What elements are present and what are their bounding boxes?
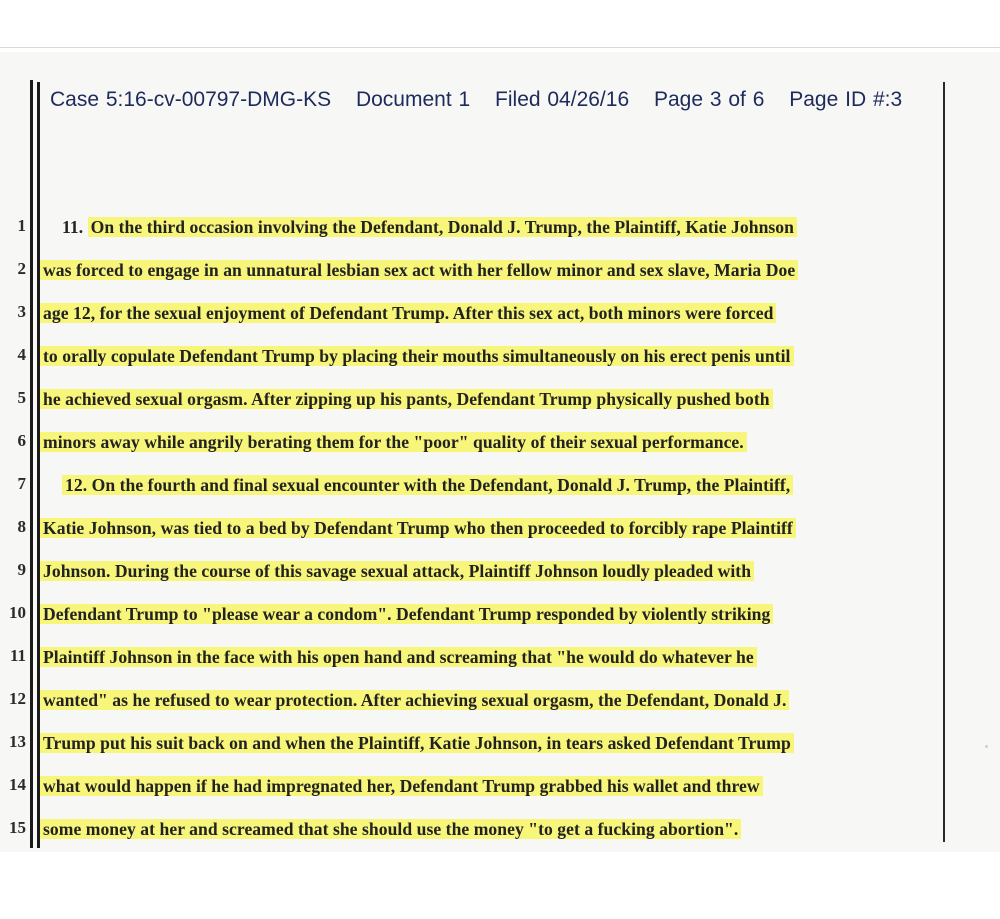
- highlighted-text: Defendant Trump to "please wear a condom". Defendant Trump responded by violently striking: [40, 604, 773, 624]
- paragraph-number: 11.: [62, 217, 88, 237]
- line-number: 14: [9, 775, 26, 794]
- line-number: 2: [17, 259, 26, 278]
- highlighted-text: some money at her and screamed that she should use the money "to get a fucking abortion".: [40, 819, 741, 839]
- line-number: 13: [9, 732, 26, 751]
- line-number: 8: [17, 517, 26, 536]
- highlighted-text: to orally copulate Defendant Trump by placing their mouths simultaneously on his erect penis until: [40, 346, 794, 366]
- highlighted-text: what would happen if he had impregnated her, Defendant Trump grabbed his wallet and threw: [40, 776, 763, 796]
- document-line: [40, 642, 757, 672]
- document-line: [40, 556, 754, 586]
- left-margin-rule: [30, 80, 33, 848]
- page-count: Page 3 of 6: [653, 88, 765, 111]
- case-header: [50, 88, 920, 118]
- line-number: 6: [17, 431, 26, 450]
- line-number: 7: [17, 474, 26, 493]
- highlighted-text: he achieved sexual orgasm. After zipping up his pants, Defendant Trump physically pushed both: [40, 389, 773, 409]
- page-id: Page ID #:3: [789, 88, 903, 111]
- document-line: [40, 427, 747, 457]
- document-line: [40, 255, 798, 285]
- highlighted-text: Johnson. During the course of this savage sexual attack, Plaintiff Johnson loudly pleaded with: [40, 561, 754, 581]
- line-number: 11: [9, 646, 26, 665]
- line-number: 1: [17, 216, 26, 235]
- document-line: [40, 599, 773, 629]
- line-number: 12: [9, 689, 26, 708]
- document-line: [40, 298, 776, 328]
- line-number: 5: [17, 388, 26, 407]
- right-margin-rule: [943, 82, 945, 842]
- highlighted-text: Katie Johnson, was tied to a bed by Defendant Trump who then proceeded to forcibly rape Plaintiff: [40, 518, 796, 538]
- highlighted-text: On the third occasion involving the Defendant, Donald J. Trump, the Plaintiff, Katie Johnson: [88, 217, 797, 237]
- case-number: Case 5:16-cv-00797-DMG-KS: [50, 88, 332, 111]
- document-line: [62, 470, 793, 500]
- document-line: [62, 212, 797, 242]
- highlighted-text: age 12, for the sexual enjoyment of Defendant Trump. After this sex act, both minors were forced: [40, 303, 776, 323]
- line-number: 10: [9, 603, 26, 622]
- line-number: 9: [17, 560, 26, 579]
- filed-date: Filed 04/26/16: [495, 88, 630, 111]
- document-line: [40, 341, 794, 371]
- highlighted-text: 12. On the fourth and final sexual encounter with the Defendant, Donald J. Trump, the Plaintiff,: [62, 475, 793, 495]
- line-number: 4: [17, 345, 26, 364]
- document-line: [40, 814, 741, 844]
- top-divider: [0, 47, 1000, 48]
- highlighted-text: Trump put his suit back on and when the Plaintiff, Katie Johnson, in tears asked Defendant Trump: [40, 733, 794, 753]
- highlighted-text: wanted" as he refused to wear protection. After achieving sexual orgasm, the Defendant, Donald J.: [40, 690, 789, 710]
- document-line: [40, 685, 789, 715]
- scan-speck: [985, 745, 988, 748]
- document-line: [40, 513, 796, 543]
- highlighted-text: was forced to engage in an unnatural lesbian sex act with her fellow minor and sex slave, Maria Doe: [40, 260, 798, 280]
- highlighted-text: Plaintiff Johnson in the face with his open hand and screaming that "he would do whatever he: [40, 647, 757, 667]
- document-line: [40, 384, 773, 414]
- document-line: [40, 728, 794, 758]
- line-number: 15: [9, 818, 26, 837]
- document-line: [40, 771, 763, 801]
- document-number: Document 1: [355, 88, 471, 111]
- highlighted-text: minors away while angrily berating them for the "poor" quality of their sexual performance.: [40, 432, 747, 452]
- line-number: 3: [17, 302, 26, 321]
